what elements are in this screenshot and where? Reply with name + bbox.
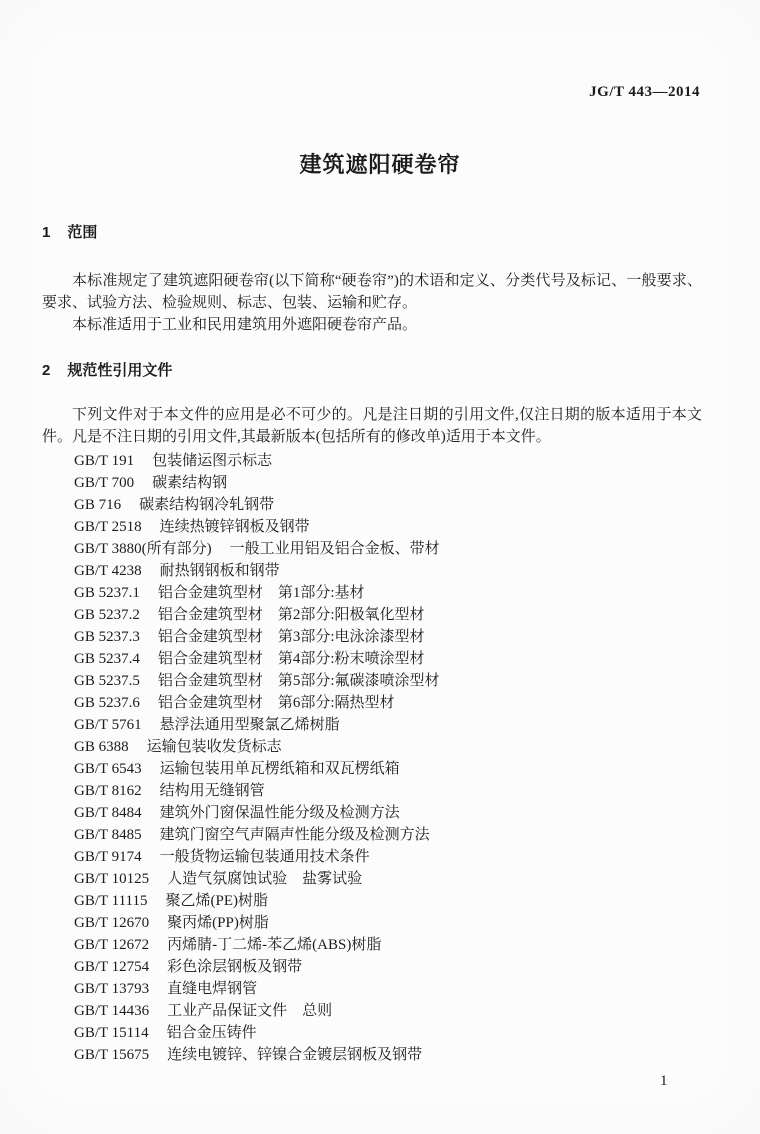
reference-item (74, 934, 702, 956)
reference-item (74, 890, 702, 912)
reference-code: GB 5237.2 (74, 607, 140, 623)
reference-code: GB/T 12670 (74, 915, 150, 931)
reference-item (74, 1044, 702, 1066)
reference-item (74, 714, 702, 736)
reference-code: GB 5237.5 (74, 673, 140, 689)
reference-item (74, 516, 702, 538)
reference-title: 连续热镀锌钢板及钢带 (159, 519, 310, 535)
page-number: 1 (660, 1073, 668, 1089)
reference-item (74, 802, 702, 824)
reference-code: GB/T 4238 (74, 563, 142, 579)
reference-code: GB/T 5761 (74, 717, 142, 733)
reference-title: 铝合金建筑型材 第4部分:粉末喷涂型材 (157, 651, 425, 667)
reference-item (74, 692, 702, 714)
reference-code: GB/T 12672 (74, 937, 150, 953)
reference-title: 运输包装用单瓦楞纸箱和双瓦楞纸箱 (159, 761, 400, 777)
reference-item (74, 736, 702, 758)
reference-title: 铝合金建筑型材 第1部分:基材 (157, 585, 365, 601)
reference-title: 直缝电焊钢管 (167, 981, 258, 997)
reference-code: GB 5237.6 (74, 695, 140, 711)
reference-title: 丙烯腈-丁二烯-苯乙烯(ABS)树脂 (167, 937, 382, 953)
reference-item (74, 670, 702, 692)
reference-title: 聚丙烯(PP)树脂 (167, 915, 269, 931)
reference-code: GB 6388 (74, 739, 129, 755)
reference-code: GB 5237.1 (74, 585, 140, 601)
reference-item (74, 472, 702, 494)
reference-item (74, 604, 702, 626)
reference-title: 工业产品保证文件 总则 (167, 1003, 333, 1019)
reference-code: GB 5237.4 (74, 651, 140, 667)
reference-title: 结构用无缝钢管 (159, 783, 265, 799)
reference-item (74, 450, 702, 472)
reference-code: GB/T 14436 (74, 1003, 150, 1019)
references-intro-paragraph: 下列文件对于本文件的应用是必不可少的。凡是注日期的引用文件,仅注日期的版本适用于本文件。凡是不注日期的引用文件,其最新版本(包括所有的修改单)适用于本文件。 (42, 407, 702, 445)
reference-item (74, 626, 702, 648)
reference-item (74, 846, 702, 868)
document-title: 建筑遮阳硬卷帘 (299, 152, 461, 177)
reference-item (74, 1000, 702, 1022)
reference-title: 聚乙烯(PE)树脂 (165, 893, 268, 909)
reference-title: 铝合金建筑型材 第5部分:氟碳漆喷涂型材 (157, 673, 440, 689)
reference-title: 耐热钢钢板和钢带 (159, 563, 280, 579)
section-1-number: 1 (42, 224, 51, 241)
reference-item (74, 912, 702, 934)
reference-title: 彩色涂层钢板及钢带 (167, 959, 303, 975)
reference-code: GB/T 15114 (74, 1025, 149, 1041)
reference-code: GB/T 8162 (74, 783, 142, 799)
reference-code: GB 5237.3 (74, 629, 140, 645)
reference-code: GB/T 700 (74, 475, 135, 491)
reference-item (74, 538, 702, 560)
reference-item (74, 868, 702, 890)
reference-title: 建筑外门窗保温性能分级及检测方法 (159, 805, 400, 821)
reference-item (74, 582, 702, 604)
reference-code: GB/T 9174 (74, 849, 142, 865)
reference-title: 碳素结构钢冷轧钢带 (139, 497, 275, 513)
section-1-heading (42, 222, 702, 244)
standard-code: JG/T 443—2014 (589, 84, 700, 100)
reference-item (74, 494, 702, 516)
reference-code: GB/T 191 (74, 453, 135, 469)
reference-item (74, 978, 702, 1000)
reference-title: 悬浮法通用型聚氯乙烯树脂 (159, 717, 340, 733)
reference-item (74, 1022, 702, 1044)
reference-item (74, 758, 702, 780)
section-1-title: 范围 (67, 224, 98, 241)
reference-code: GB/T 8484 (74, 805, 142, 821)
section-2-heading (42, 360, 702, 382)
reference-title: 碳素结构钢 (152, 475, 228, 491)
reference-title: 铝合金建筑型材 第6部分:隔热型材 (157, 695, 395, 711)
scope-paragraph-1: 本标准规定了建筑遮阳硬卷帘(以下简称“硬卷帘”)的术语和定义、分类代号及标记、一般要求、要求、试验方法、检验规则、标志、包装、运输和贮存。 (42, 273, 702, 311)
reference-code: GB/T 11115 (74, 893, 148, 909)
reference-title: 包装储运图示标志 (152, 453, 273, 469)
reference-list (42, 450, 702, 1066)
reference-code: GB/T 10125 (74, 871, 150, 887)
reference-code: GB/T 12754 (74, 959, 150, 975)
reference-item (74, 780, 702, 802)
reference-item (74, 648, 702, 670)
section-2-number: 2 (42, 362, 51, 379)
reference-title: 一般工业用铝及铝合金板、带材 (229, 541, 440, 557)
section-2-title: 规范性引用文件 (67, 362, 173, 379)
reference-item (74, 824, 702, 846)
reference-title: 一般货物运输包装通用技术条件 (159, 849, 370, 865)
reference-code: GB/T 8485 (74, 827, 142, 843)
reference-title: 人造气氛腐蚀试验 盐雾试验 (167, 871, 363, 887)
reference-title: 连续电镀锌、锌镍合金镀层钢板及钢带 (167, 1047, 423, 1063)
reference-title: 运输包装收发货标志 (146, 739, 282, 755)
scope-paragraph-2: 本标准适用于工业和民用建筑用外遮阳硬卷帘产品。 (72, 317, 418, 333)
reference-item (74, 956, 702, 978)
reference-code: GB/T 13793 (74, 981, 150, 997)
reference-code: GB 716 (74, 497, 122, 513)
reference-item (74, 560, 702, 582)
document-content (42, 222, 702, 1066)
reference-code: GB/T 3880(所有部分) (74, 541, 212, 557)
reference-title: 铝合金压铸件 (166, 1025, 257, 1041)
reference-code: GB/T 15675 (74, 1047, 150, 1063)
reference-title: 铝合金建筑型材 第2部分:阳极氧化型材 (157, 607, 425, 623)
reference-code: GB/T 6543 (74, 761, 142, 777)
reference-title: 建筑门窗空气声隔声性能分级及检测方法 (159, 827, 430, 843)
reference-title: 铝合金建筑型材 第3部分:电泳涂漆型材 (157, 629, 425, 645)
reference-code: GB/T 2518 (74, 519, 142, 535)
